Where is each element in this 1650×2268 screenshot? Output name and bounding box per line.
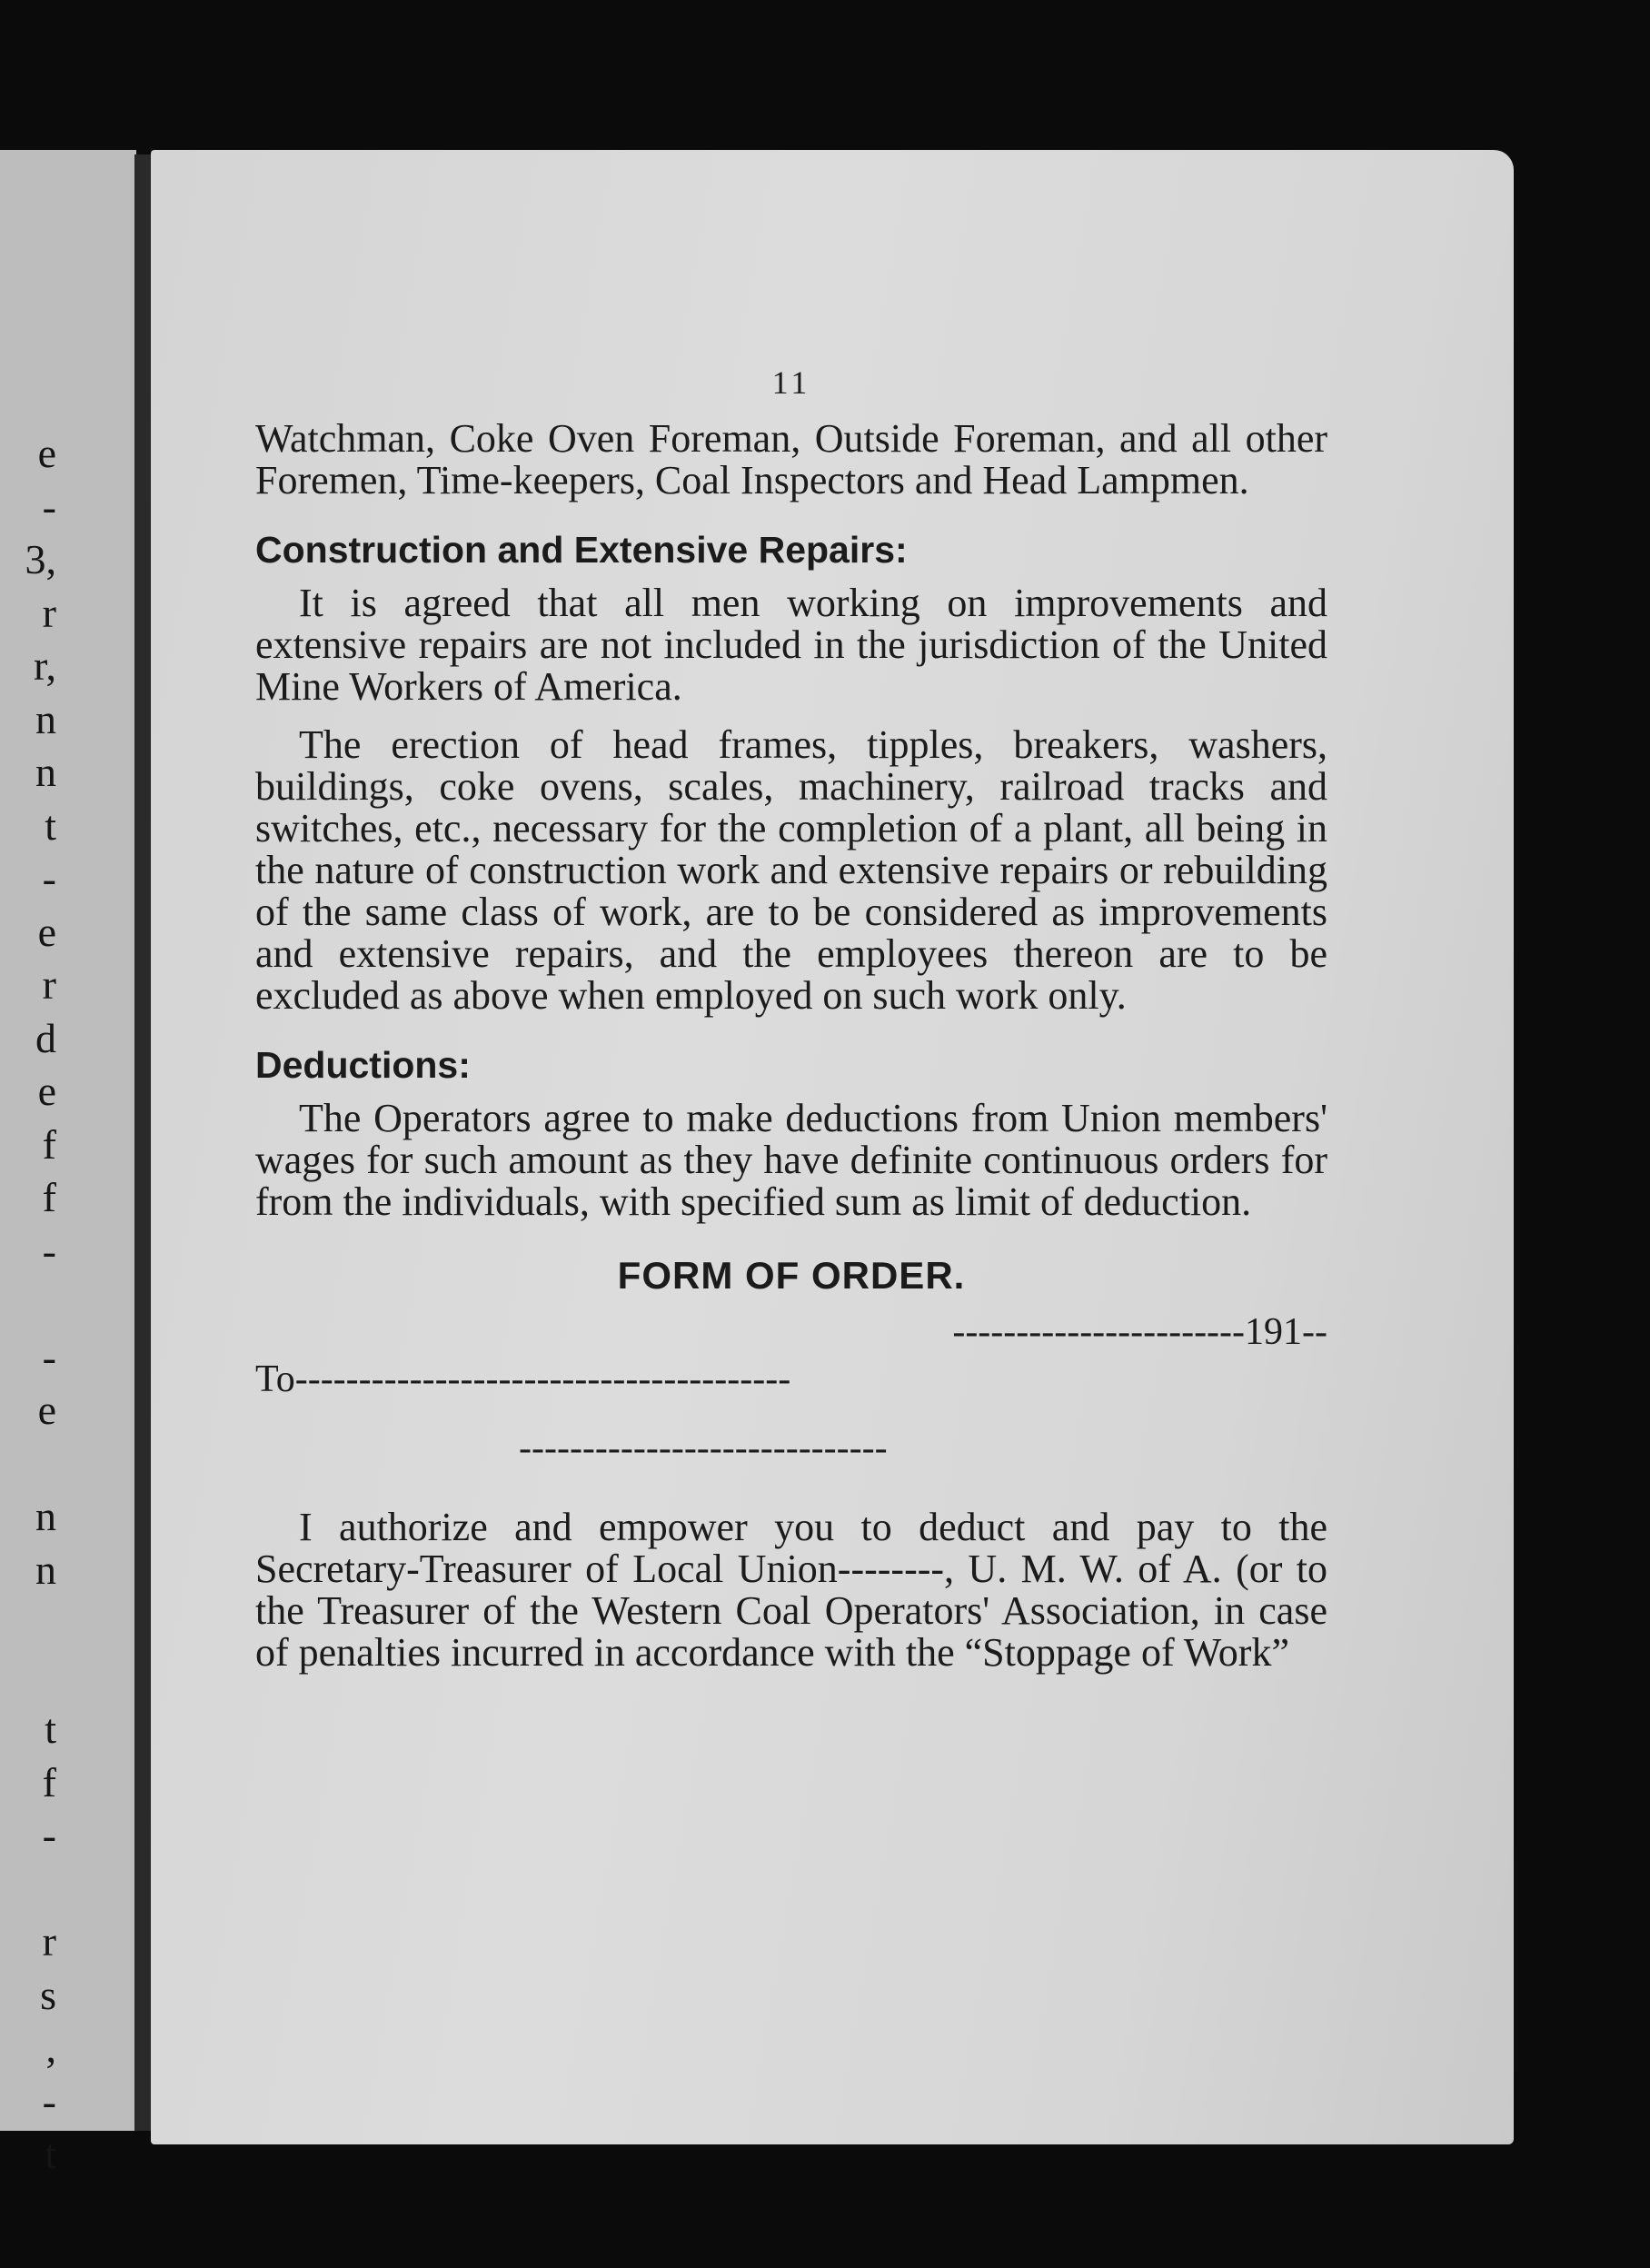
- form-address-line: -----------------------------: [519, 1427, 888, 1469]
- margin-char: -: [42, 1333, 56, 1380]
- form-to-line: To---------------------------------------: [255, 1358, 791, 1400]
- margin-char: r: [42, 961, 56, 1008]
- margin-char: t: [45, 2131, 56, 2177]
- margin-char: e: [37, 908, 56, 955]
- margin-char: n: [35, 695, 56, 742]
- margin-char: f: [42, 1120, 56, 1168]
- deductions-paragraph: The Operators agree to make deductions from Union members' wages for such amount as they have definite continuous orders for from the individuals, with specified sum as limit of deduction.: [255, 1096, 1327, 1224]
- form-body-paragraph: I authorize and empower you to deduct and pay to the Secretary-Treasurer of Local Union--------, U. M. W. of A. (or to the Treasurer of the Western Coal Operators' Association, in case of penalties incurred in accordance with the “Stoppage of Work”: [255, 1505, 1327, 1675]
- book-spine: [134, 154, 151, 2131]
- margin-char: 3,: [25, 536, 56, 582]
- construction-paragraph-2: The erection of head frames, tipples, breakers, washers, buildings, coke ovens, scales, machinery, railroad tracks and switches, etc., necessary for the completion of a plant, all being in the nature of construction work and extensive repairs or rebuilding of the same class of work, are to be considered as improvements and extensive repairs, and the employees thereon are to be excluded as above when employed on such work only.: [255, 722, 1327, 1018]
- margin-char: e: [37, 1387, 56, 1433]
- margin-char: [0, 1278, 56, 1331]
- margin-char: t: [45, 1706, 56, 1752]
- margin-char: f: [42, 1174, 56, 1220]
- margin-char: ,: [45, 2024, 56, 2071]
- margin-char: t: [45, 801, 56, 849]
- form-title: FORM OF ORDER.: [617, 1254, 966, 1297]
- margin-char: [0, 1863, 56, 1916]
- margin-char: -: [42, 1227, 56, 1274]
- adjacent-page-margin-text: [0, 427, 56, 2182]
- page-content: [255, 363, 1327, 1674]
- margin-char: [0, 1597, 56, 1650]
- margin-char: r: [42, 1918, 56, 1965]
- margin-char: -: [42, 855, 56, 901]
- margin-char: n: [35, 1546, 56, 1593]
- section-heading-deductions: Deductions:: [255, 1044, 471, 1086]
- margin-char: n: [35, 749, 56, 795]
- margin-char: -: [42, 2077, 56, 2124]
- margin-char: [0, 1650, 56, 1704]
- intro-paragraph: Watchman, Coke Oven Foreman, Outside Foreman, and all other Foremen, Time-keepers, Coal Inspectors and Head Lampmen.: [255, 416, 1327, 502]
- construction-paragraph-1: It is agreed that all men working on improvements and extensive repairs are not included in the jurisdiction of the United Mine Workers of America.: [255, 581, 1327, 709]
- margin-char: [0, 1437, 56, 1491]
- margin-char: f: [42, 1758, 56, 1805]
- page-number: 11: [771, 364, 811, 401]
- margin-char: r,: [34, 642, 56, 689]
- margin-char: e: [37, 430, 56, 476]
- margin-char: s: [40, 1971, 56, 2018]
- margin-char: e: [37, 1068, 56, 1114]
- section-heading-construction: Construction and Extensive Repairs:: [255, 529, 908, 571]
- form-date-line: -----------------------191--: [952, 1311, 1327, 1353]
- margin-char: d: [35, 1014, 56, 1061]
- margin-char: -: [42, 482, 56, 530]
- margin-char: r: [42, 589, 56, 636]
- margin-char: n: [35, 1493, 56, 1539]
- margin-char: -: [42, 1812, 56, 1858]
